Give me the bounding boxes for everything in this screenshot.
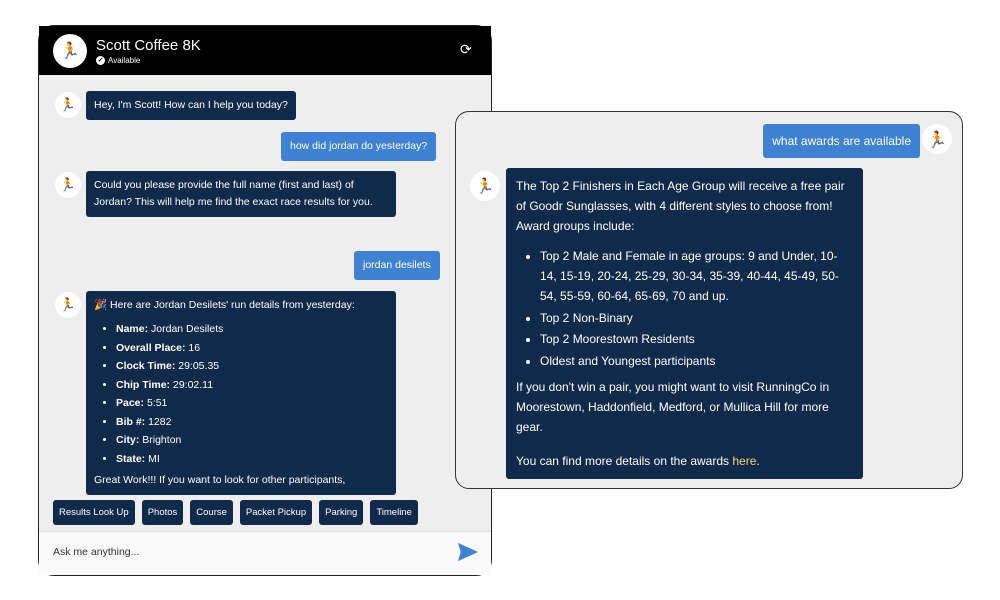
award-group-item: • Top 2 Male and Female in age groups: 9 and Under, 10-14, 15-19, 20-24, 25-29, 30-34, 35-39, 40-44, 45-49, 50-54, 55-59, 60-64, 65-69, 70 and up. bbox=[540, 246, 853, 306]
result-value: 1282 bbox=[145, 415, 172, 428]
result-label: Clock Time: bbox=[116, 360, 176, 372]
result-label: State: bbox=[116, 452, 146, 465]
chat-title: Scott Coffee 8K bbox=[96, 36, 201, 54]
quick-reply-button[interactable]: Packet Pickup bbox=[240, 500, 312, 525]
award-group-item: • Oldest and Youngest participants bbox=[540, 351, 853, 371]
result-item bbox=[116, 339, 388, 358]
bot-message-greeting: Hey, I'm Scott! How can I help you today? bbox=[86, 91, 296, 120]
more-details-suffix: . bbox=[756, 453, 760, 468]
result-value: 16 bbox=[185, 341, 201, 354]
refresh-icon[interactable]: ⟳ bbox=[460, 42, 472, 58]
bot-message-results bbox=[86, 291, 396, 495]
quick-reply-bar bbox=[53, 500, 418, 525]
quick-reply-button[interactable]: Photos bbox=[142, 500, 184, 525]
status-text: Available bbox=[108, 55, 141, 65]
result-item bbox=[116, 413, 388, 432]
result-item bbox=[116, 376, 388, 395]
runners-logo-icon: 🏃 bbox=[53, 34, 87, 68]
result-value: Brighton bbox=[139, 434, 182, 446]
award-groups-list bbox=[516, 246, 853, 371]
result-item bbox=[116, 431, 388, 450]
result-item bbox=[116, 450, 388, 469]
result-label: Bib #: bbox=[116, 415, 146, 428]
awards-more-details bbox=[516, 451, 853, 471]
user-message: how did jordan do yesterday? bbox=[281, 132, 436, 161]
results-list bbox=[94, 320, 388, 468]
quick-reply-button[interactable]: Parking bbox=[319, 500, 363, 525]
result-label: Chip Time: bbox=[116, 378, 171, 391]
check-circle-icon: ✓ bbox=[97, 57, 104, 64]
result-label: Pace: bbox=[116, 397, 145, 409]
awards-followup: If you don't win a pair, you might want to visit RunningCo in Moorestown, Haddonfield, Medford, or Mullica Hill for more gear. bbox=[516, 379, 830, 434]
result-value: 29:05.35 bbox=[175, 360, 220, 372]
user-message: what awards are available bbox=[763, 124, 920, 158]
bot-avatar: 🏃 bbox=[55, 172, 81, 198]
bot-message-clarify: Could you please provide the full name (first and last) of Jordan? This will help me find the exact race results for you. bbox=[86, 171, 396, 217]
award-group-item: • Top 2 Moorestown Residents bbox=[540, 329, 853, 349]
quick-reply-button[interactable]: Timeline bbox=[370, 500, 418, 525]
quick-reply-button[interactable]: Course bbox=[190, 500, 233, 525]
quick-reply-button[interactable]: Results Look Up bbox=[53, 500, 135, 525]
result-item bbox=[116, 320, 388, 339]
result-value: Jordan Desilets bbox=[148, 323, 224, 335]
result-label: City: bbox=[116, 434, 140, 446]
bot-avatar: 🏃 bbox=[470, 171, 500, 201]
result-label: Name: bbox=[116, 323, 149, 335]
chat-window-awards bbox=[455, 111, 963, 489]
bot-avatar: 🏃 bbox=[55, 92, 81, 118]
bot-message-awards bbox=[506, 168, 863, 479]
result-item bbox=[116, 357, 388, 376]
result-value: 5:51 bbox=[144, 397, 168, 409]
send-icon[interactable] bbox=[457, 542, 479, 562]
result-value: 29:02.11 bbox=[170, 378, 214, 391]
awards-intro: The Top 2 Finishers in Each Age Group will receive a free pair of Goodr Sunglasses, with 4 different styles to choose from! Award groups include: bbox=[516, 179, 845, 233]
result-item bbox=[116, 394, 388, 413]
user-message: jordan desilets bbox=[354, 251, 440, 280]
awards-details-link[interactable]: here bbox=[732, 453, 757, 468]
results-outro: Great Work!!! If you want to look for other participants, bbox=[94, 474, 346, 486]
runner-icon: 🏃 bbox=[922, 124, 952, 154]
chat-header bbox=[39, 26, 491, 75]
result-value: MI bbox=[145, 452, 160, 465]
bot-avatar: 🏃 bbox=[55, 292, 81, 318]
message-input[interactable]: Ask me anything... bbox=[53, 546, 140, 558]
more-details-text: You can find more details on the awards bbox=[516, 453, 733, 468]
status-indicator bbox=[96, 56, 201, 65]
results-intro: 🎉 Here are Jordan Desilets' run details from yesterday: bbox=[94, 299, 355, 311]
result-label: Overall Place: bbox=[116, 341, 186, 354]
award-group-item: • Top 2 Non-Binary bbox=[540, 308, 853, 328]
chat-window-main bbox=[38, 25, 492, 576]
message-input-bar bbox=[39, 531, 491, 575]
